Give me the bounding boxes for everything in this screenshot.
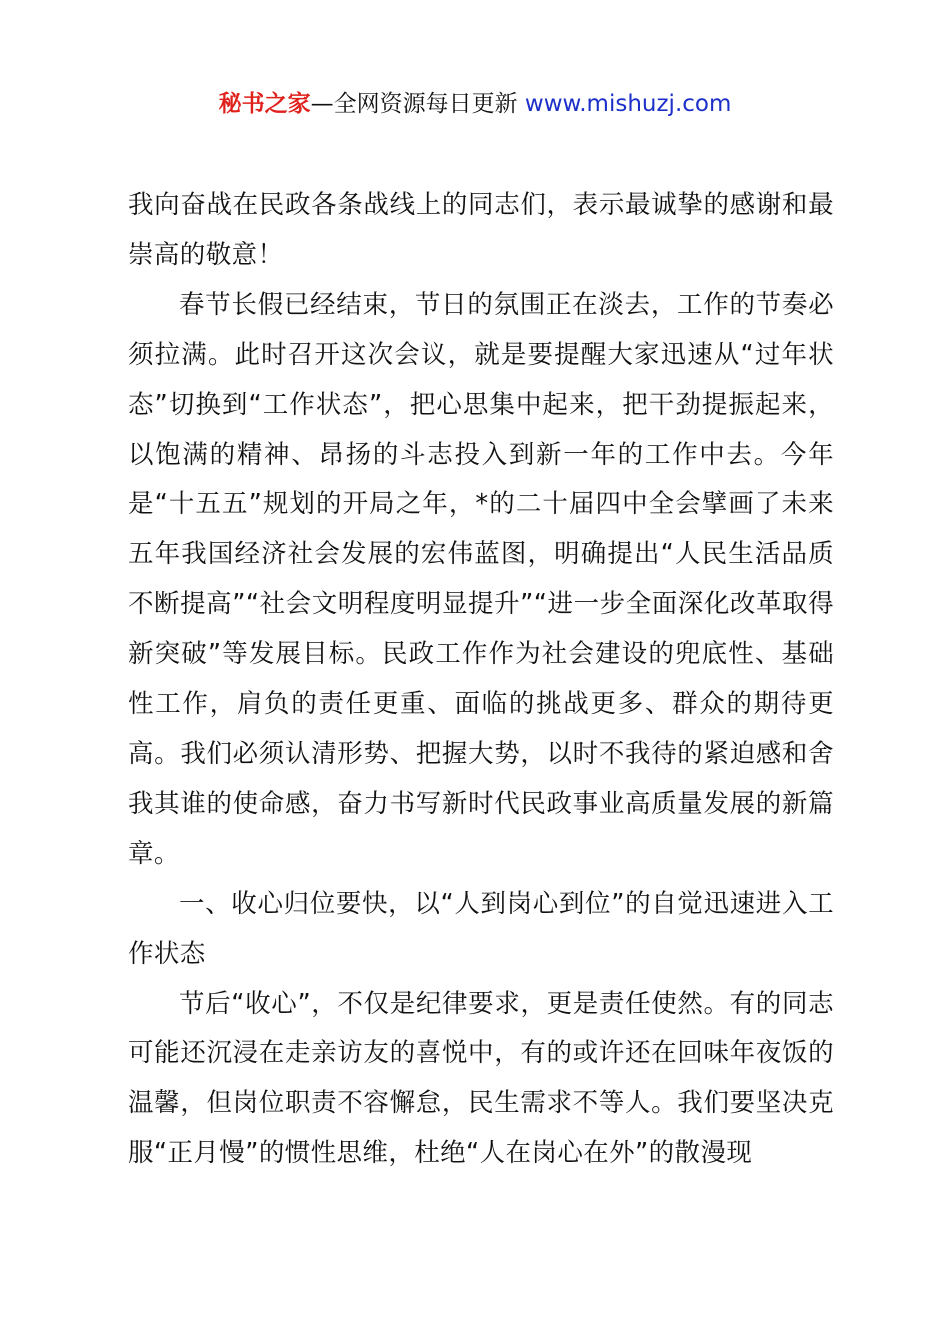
site-url[interactable]: www.mishuzj.com xyxy=(524,91,732,117)
brand-name: 秘书之家 xyxy=(218,91,311,117)
page-header xyxy=(0,86,950,122)
paragraph-intro: 春节长假已经结束，节日的氛围正在淡去，工作的节奏必须拉满。此时召开这次会议，就是要提醒大家迅速从“过年状态”切换到“工作状态”，把心思集中起来，把干劲提振起来，以饱满的精神、昂扬的斗志投入到新一年的工作中去。今年是“十五五”规划的开局之年，*的二十届四中全会擘画了未来五年我国经济社会发展的宏伟蓝图，明确提出“人民生活品质不断提高”“社会文明程度明显提升”“进一步全面深化改革取得新突破”等发展目标。民政工作作为社会建设的兜底性、基础性工作，肩负的责任更重、面临的挑战更多、群众的期待更高。我们必须认清形势、把握大势，以时不我待的紧迫感和舍我其谁的使命感，奋力书写新时代民政事业高质量发展的新篇章。 xyxy=(128,289,834,869)
paragraph-continuation: 我向奋战在民政各条战线上的同志们，表示最诚挚的感谢和最崇高的敬意！ xyxy=(128,190,834,270)
header-tagline: —全网资源每日更新 xyxy=(310,91,525,117)
document-body xyxy=(128,181,834,1179)
section-heading: 一、收心归位要快，以“人到岗心到位”的自觉迅速进入工作状态 xyxy=(128,888,834,969)
paragraph-section-one: 节后“收心”，不仅是纪律要求，更是责任使然。有的同志可能还沉浸在走亲访友的喜悦中，有的或许还在回味年夜饭的温馨，但岗位职责不容懈怠，民生需求不等人。我们要坚决克服“正月慢”的惯性思维，杜绝“人在岗心在外”的散漫现 xyxy=(128,988,834,1169)
